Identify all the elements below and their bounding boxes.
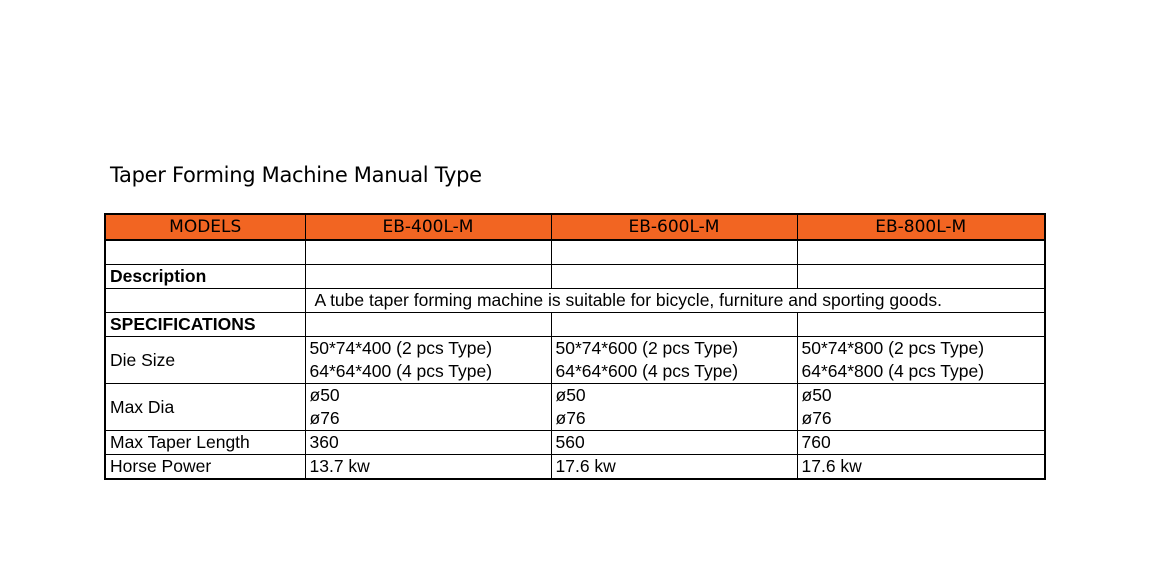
- table-cell: [305, 337, 551, 384]
- table-row-horse-power: [105, 455, 1045, 480]
- table-cell: [305, 384, 551, 431]
- empty-cell: [551, 313, 797, 337]
- cell-line: ø50: [555, 385, 586, 405]
- empty-cell: [305, 265, 551, 289]
- empty-cell: [305, 240, 551, 265]
- cell-line: 50*74*400 (2 pcs Type): [309, 338, 493, 358]
- empty-cell: [551, 240, 797, 265]
- row-label: Max Taper Length: [105, 431, 305, 455]
- table-cell: [797, 384, 1045, 431]
- table-cell: 17.6 kw: [797, 455, 1045, 480]
- cell-line: ø76: [801, 408, 832, 428]
- description-text: A tube taper forming machine is suitable for bicycle, furniture and sporting goods.: [305, 289, 1045, 313]
- description-heading-row: [105, 265, 1045, 289]
- row-label: Horse Power: [105, 455, 305, 480]
- empty-cell: [551, 265, 797, 289]
- empty-cell: [797, 313, 1045, 337]
- row-label: Die Size: [105, 337, 305, 384]
- table-cell: 13.7 kw: [305, 455, 551, 480]
- table-row-max-dia: [105, 384, 1045, 431]
- empty-cell: [797, 240, 1045, 265]
- empty-cell: [105, 289, 305, 313]
- table-cell: 560: [551, 431, 797, 455]
- models-header: MODELS: [105, 214, 305, 240]
- model-header: EB-600L-M: [551, 214, 797, 240]
- table-cell: 760: [797, 431, 1045, 455]
- cell-line: ø76: [309, 408, 340, 428]
- table-cell: [797, 337, 1045, 384]
- table-cell: 17.6 kw: [551, 455, 797, 480]
- spec-table: [104, 213, 1046, 480]
- description-row: [105, 289, 1045, 313]
- empty-cell: [797, 265, 1045, 289]
- cell-line: 50*74*600 (2 pcs Type): [555, 338, 739, 358]
- table-row-die-size: [105, 337, 1045, 384]
- cell-line: 64*64*400 (4 pcs Type): [309, 361, 493, 381]
- cell-line: 64*64*600 (4 pcs Type): [555, 361, 739, 381]
- description-label: Description: [105, 265, 305, 289]
- table-cell: 360: [305, 431, 551, 455]
- table-row-max-taper-length: [105, 431, 1045, 455]
- cell-line: ø50: [801, 385, 832, 405]
- table-cell: [551, 384, 797, 431]
- model-header: EB-400L-M: [305, 214, 551, 240]
- cell-line: ø50: [309, 385, 340, 405]
- row-label: Max Dia: [105, 384, 305, 431]
- blank-row: [105, 240, 1045, 265]
- cell-line: ø76: [555, 408, 586, 428]
- empty-cell: [305, 313, 551, 337]
- table-cell: [551, 337, 797, 384]
- page-title: Taper Forming Machine Manual Type: [110, 163, 482, 187]
- cell-line: 50*74*800 (2 pcs Type): [801, 338, 985, 358]
- table-header-row: [105, 214, 1045, 240]
- model-header: EB-800L-M: [797, 214, 1045, 240]
- specifications-label: SPECIFICATIONS: [105, 313, 305, 337]
- specifications-heading-row: [105, 313, 1045, 337]
- empty-cell: [105, 240, 305, 265]
- cell-line: 64*64*800 (4 pcs Type): [801, 361, 985, 381]
